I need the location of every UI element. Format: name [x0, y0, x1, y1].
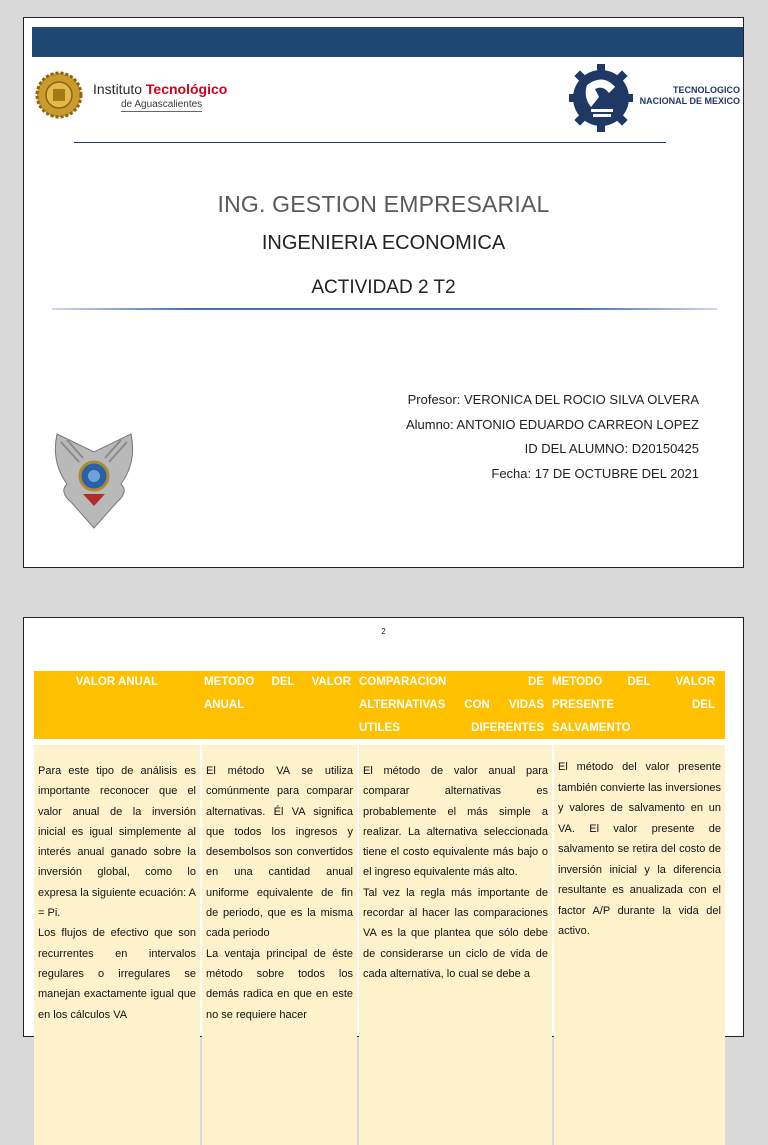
- paragraph: Para este tipo de análisis es importante reconocer que el valor anual de la inversión inicial es igual simplemente al interés anual ganado sobre la inversión global, como lo expresa la siguiente ecuación: A = Pi.: [38, 765, 196, 920]
- tnm-name: TECNOLOGICO NACIONAL DE MEXICO: [639, 85, 740, 106]
- table-cell: [202, 745, 357, 1145]
- table-cell: [359, 745, 552, 1145]
- subject-title: INGENIERIA ECONOMICA: [261, 232, 506, 254]
- paragraph: El método VA se utiliza comúnmente para comparar alternativas. Él VA significa que todos los ingresos y desembolsos son convertidos en una cantidad anual uniforme equivalente de fin de periodo, que es la misma cada periodo: [206, 765, 353, 940]
- header-bar: [32, 27, 743, 57]
- table-cell: [34, 745, 200, 1145]
- ita-seal-icon: [35, 71, 83, 119]
- student-info: [406, 388, 699, 486]
- tnm-logo: [569, 63, 744, 133]
- table-cell: [554, 745, 725, 1145]
- activity-title: ACTIVIDAD 2 T2: [311, 277, 456, 298]
- comparison-table: [34, 671, 725, 1145]
- eagle-emblem-icon: [49, 432, 139, 532]
- paragraph: El método de valor anual para comparar alternativas es probablemente el más simple a realizar. La alternativa seleccionada tiene el costo equivalente más bajo o el ingreso equivalente más alto.: [363, 765, 548, 879]
- divider-line: [74, 142, 666, 143]
- column-header: COMPARACION DE ALTERNATIVAS CON VIDAS UTILES DIFERENTES: [359, 676, 544, 734]
- paragraph: El método del valor presente también convierte las inversiones y valores de salvamento en un VA. El valor presente de salvamento se retira del costo de inversión inicial y la diferencia resultante es anualizada con el factor A/P durante la vida del activo.: [558, 761, 721, 937]
- profesor-line: Profesor: VERONICA DEL ROCIO SILVA OLVERA: [407, 392, 699, 407]
- column-header: METODO DEL VALOR PRESENTE DEL SALVAMENTO: [552, 676, 715, 734]
- divider-line: [52, 308, 717, 310]
- career-title: ING. GESTION EMPRESARIAL: [217, 191, 550, 217]
- content-page: [23, 617, 744, 1037]
- table-row: [34, 745, 725, 1145]
- ita-name: Instituto Tecnológico: [93, 81, 228, 97]
- tnm-emblem-icon: [569, 63, 633, 133]
- paragraph: La ventaja principal de éste método sobre todos los demás radica en que en este no se requiere hacer: [206, 947, 353, 1021]
- alumno-line: Alumno: ANTONIO EDUARDO CARREON LOPEZ: [405, 416, 699, 432]
- ita-subtitle: de Aguascalientes: [121, 99, 203, 110]
- paragraph: Los flujos de efectivo que son recurrentes en intervalos regulares o irregulares se manejan exactamente igual que en los cálculos VA: [38, 927, 196, 1021]
- paragraph: Tal vez la regla más importante de recordar al hacer las comparaciones VA es la que plantea que sólo debe de considerarse un ciclo de vida de cada alternativa, lo cual se debe a: [363, 886, 548, 980]
- table-header-row: [34, 671, 725, 739]
- cover-page: [23, 17, 744, 568]
- page-number: 2: [381, 627, 386, 636]
- column-header: METODO DEL VALOR ANUAL: [204, 676, 351, 711]
- column-header: VALOR ANUAL: [75, 676, 159, 688]
- fecha-line: Fecha: 17 DE OCTUBRE DEL 2021: [491, 465, 699, 481]
- ita-logo: [35, 71, 245, 121]
- id-line: ID DEL ALUMNO: D20150425: [524, 441, 699, 456]
